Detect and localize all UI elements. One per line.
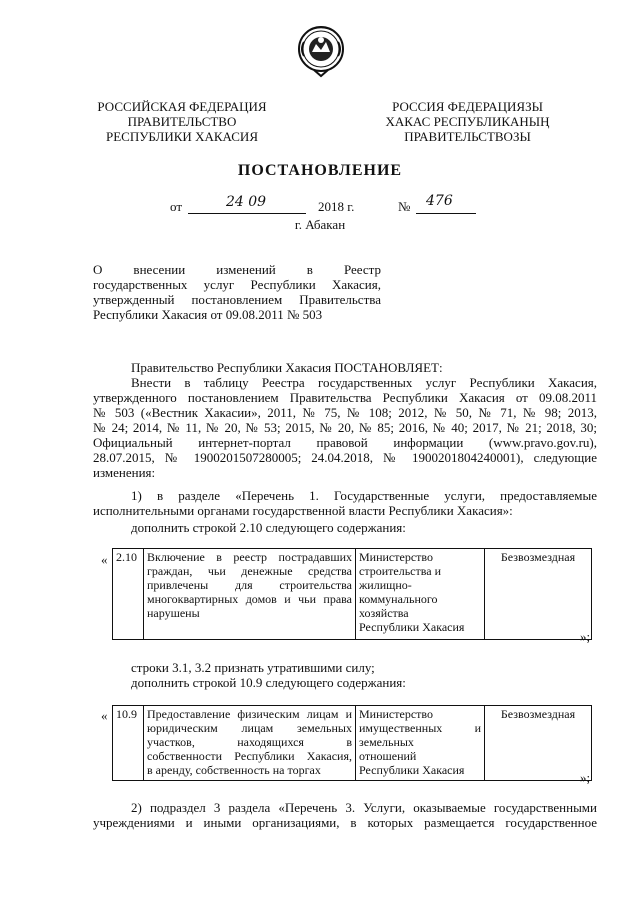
header-right-khakas	[355, 99, 580, 144]
service-name-line: в аренду, собственность на торгах	[147, 763, 321, 777]
number-label: №	[398, 199, 411, 214]
agency-cell	[356, 549, 485, 640]
service-name-cell	[144, 706, 356, 781]
fee-cell: Безвозмездная	[485, 549, 592, 640]
agency-line: коммунального	[359, 592, 438, 606]
city-name: г. Абакан	[294, 217, 346, 232]
add-row-2-10-text	[93, 520, 597, 535]
handwritten-number: 476	[426, 193, 453, 209]
item-2-line: 2) подраздел 3 раздела «Перечень 3. Услуги, оказываемые государственными	[131, 800, 597, 815]
strike-rows-line: строки 3.1, 3.2 признать утратившими силу;	[131, 660, 375, 675]
date-prefix: от	[170, 199, 183, 214]
table-1-close-quote: »;	[580, 629, 591, 644]
strike-rows-text	[93, 660, 597, 675]
fee-cell: Безвозмездная	[485, 706, 592, 781]
service-table-10-9	[112, 705, 592, 781]
subject-line: О внесении изменений в Реестр	[93, 262, 381, 277]
intro-line: Официальный интернет-портал правовой информации (www.pravo.gov.ru),	[93, 435, 597, 450]
header-right-line: ПРАВИТЕЛЬСТВОЗЫ	[404, 129, 531, 144]
service-name-line: многоквартирных домов и чьи права	[147, 592, 352, 606]
header-left-russian	[72, 99, 292, 144]
item-1-line: 1) в разделе «Перечень 1. Государственные услуги, предоставляемые	[131, 488, 597, 503]
item-2-line: учреждениями и иными организациями, в которых размещается государственное	[93, 815, 597, 830]
document-title: ПОСТАНОВЛЕНИЕ	[237, 162, 403, 179]
table-row	[113, 549, 592, 640]
intro-line: утвержденного постановлением Правительства Республики Хакасия от 09.08.2011	[93, 390, 597, 405]
service-table-2-10	[112, 548, 592, 640]
item-1-paragraph	[93, 488, 597, 518]
agency-line: жилищно-	[359, 578, 412, 592]
intro-line: № 503 («Вестник Хакасии», 2011, № 75, № 108; 2012, № 50, № 71, № 98; 2013,	[93, 405, 597, 420]
service-name-line: юридическим лицам земельных	[147, 721, 352, 735]
number-underline	[416, 213, 476, 214]
add-row-2-10-line: дополнить строкой 2.10 следующего содержания:	[131, 520, 406, 535]
header-right-line: РОССИЯ ФЕДЕРАЦИЯЗЫ	[392, 99, 543, 114]
item-1-line: исполнительными органами государственной власти Республики Хакасия»:	[93, 503, 513, 518]
handwritten-date: 24 09	[226, 194, 267, 210]
row-number: 2.10	[113, 549, 144, 640]
table-1-open-quote: «	[101, 552, 108, 567]
header-left-line: ПРАВИТЕЛЬСТВО	[127, 114, 237, 129]
decree-text: Правительство Республики Хакасия ПОСТАНОВЛЯЕТ:	[131, 360, 443, 375]
header-left-line: РОССИЙСКАЯ ФЕДЕРАЦИЯ	[97, 99, 267, 114]
date-year: 2018 г.	[318, 199, 355, 214]
subject-line: Республики Хакасия от 09.08.2011 № 503	[93, 307, 323, 322]
decree-statement	[93, 360, 597, 375]
agency-line: отношений	[359, 749, 417, 763]
subject-line: утвержденный постановлением Правительства	[93, 292, 381, 307]
table-2-close-quote: »;	[580, 770, 591, 785]
service-name-line: нарушены	[147, 606, 200, 620]
agency-line: Республики Хакасия	[359, 620, 465, 634]
intro-line: Внести в таблицу Реестра государственных услуг Республики Хакасия,	[131, 375, 597, 390]
service-name-line: граждан, чьи денежные средства	[147, 564, 352, 578]
add-row-10-9-text	[93, 675, 597, 690]
intro-line: изменения:	[93, 465, 156, 480]
agency-line: Министерство	[359, 707, 433, 721]
intro-line: 28.07.2015, № 1900201507280005; 24.04.2018, № 1900201804240001), следующие	[93, 450, 597, 465]
header-right-line: ХАКАС РЕСПУБЛИКАНЫҢ	[385, 114, 550, 129]
date-underline	[188, 213, 306, 214]
add-row-10-9-line: дополнить строкой 10.9 следующего содержания:	[131, 675, 406, 690]
service-name-line: привлечены для строительства	[147, 578, 352, 592]
agency-line: Республики Хакасия	[359, 763, 465, 777]
service-name-line: собственности Республики Хакасия,	[147, 749, 352, 763]
service-name-line: Предоставление физическим лицам и	[147, 707, 352, 721]
service-name-line: участков, находящихся в	[147, 735, 352, 749]
header-left-line: РЕСПУБЛИКИ ХАКАСИЯ	[105, 129, 258, 144]
coat-of-arms-emblem	[296, 22, 346, 80]
agency-line: имущественных и	[359, 721, 481, 735]
table-row	[113, 706, 592, 781]
intro-paragraph	[93, 375, 597, 480]
agency-cell	[356, 706, 485, 781]
row-number: 10.9	[113, 706, 144, 781]
decree-subject	[93, 262, 381, 322]
table-2-open-quote: «	[101, 708, 108, 723]
item-2-paragraph	[93, 800, 597, 830]
agency-line: строительства и	[359, 564, 441, 578]
agency-line: Министерство	[359, 550, 433, 564]
agency-line: земельных	[359, 735, 414, 749]
service-name-cell	[144, 549, 356, 640]
service-name-line: Включение в реестр пострадавших	[147, 550, 352, 564]
agency-line: хозяйства	[359, 606, 409, 620]
intro-line: № 24; 2014, № 11, № 20, № 53; 2015, № 20, № 85; 2016, № 40; 2017, № 21; 2018, 30;	[93, 420, 597, 435]
subject-line: государственных услуг Республики Хакасия,	[93, 277, 381, 292]
